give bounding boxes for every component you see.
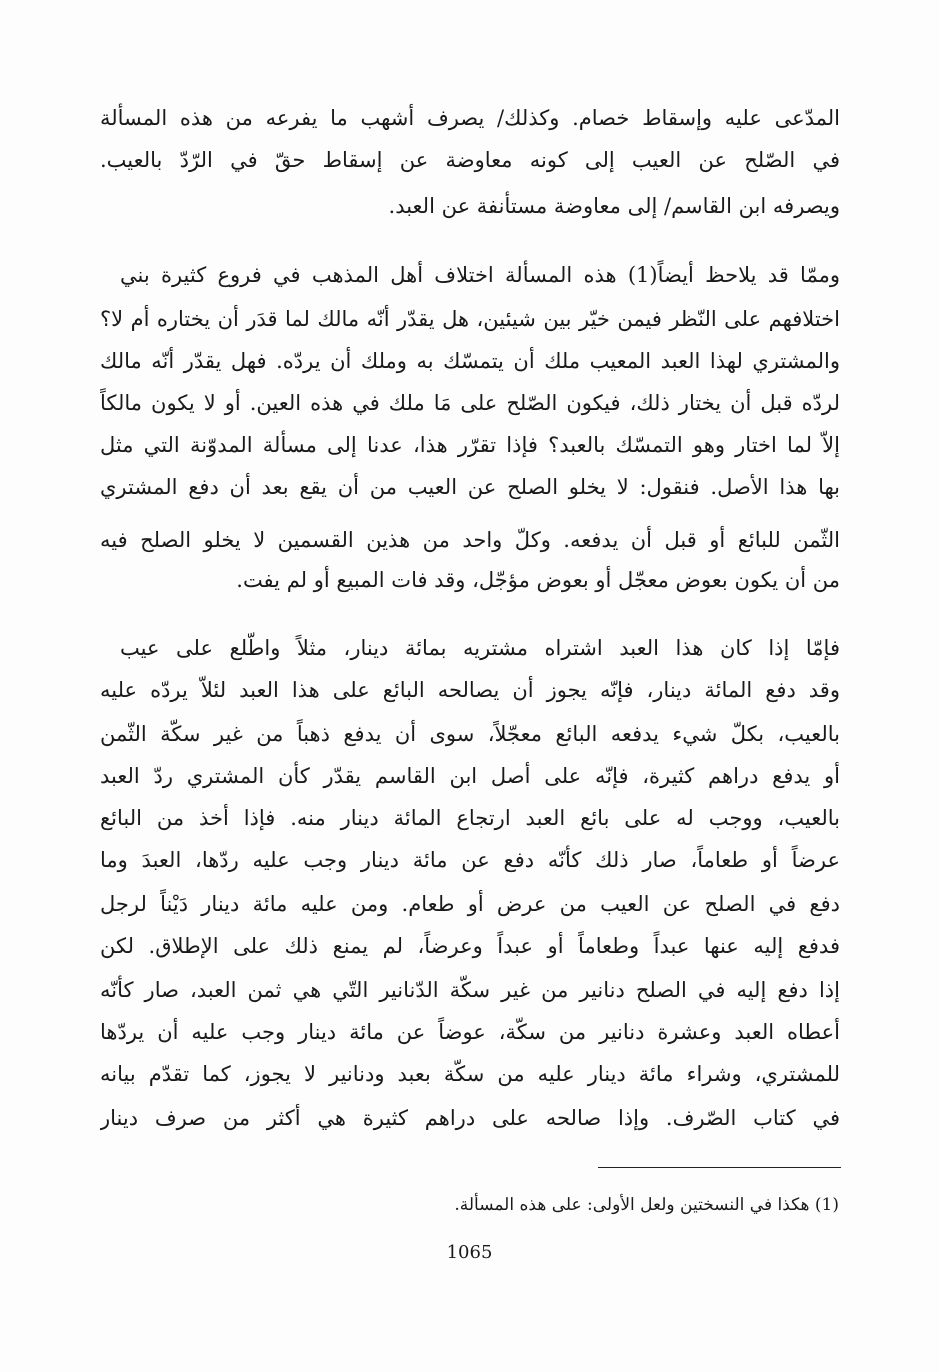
text-line: دفع في الصلح عن العيب من عرض أو طعام. ومن عليه مائة دينار دَيْناً لرجل [100,892,840,916]
text-line: فإمّا إذا كان هذا العبد اشتراه مشتريه بمائة دينار، مثلاً واطّلع على عيب [120,636,840,660]
text-line: لردّه قبل أن يختار ذلك، فيكون الصّلح على مَا ملك في هذه العين. أو لا يكون مالكاً [100,391,840,415]
text-line: في كتاب الصّرف. وإذا صالحه على دراهم كثيرة هي أكثر من صرف دينار [100,1106,840,1130]
text-line: عرضاً أو طعاماً، صار ذلك كأنّه دفع عن مائة دينار وجب عليه ردّها، العبدَ وما [100,848,840,872]
text-line: فدفع إليه عنها عبداً وطعاماً أو عبداً وعرضاً، لم يمنع ذلك على الإطلاق. لكن [100,934,840,958]
text-line: للمشتري، وشراء مائة دينار عليه من سكّة بعبد ودنانير لا يجوز، كما تقدّم بيانه [100,1062,840,1086]
text-line: الثّمن للبائع أو قبل أن يدفعه. وكلّ واحد من هذين القسمين لا يخلو الصلح فيه [100,528,840,552]
text-line: أعطاه العبد وعشرة دنانير من سكّة، عوضاً عن مائة دينار وجب عليه أن يردّها [100,1020,840,1044]
text-line: وقد دفع المائة دينار، فإنّه يجوز أن يصالحه البائع على هذا العبد لئلاّ يردّه عليه [100,678,840,702]
text-line: والمشتري لهذا العبد المعيب ملك أن يتمسّك به وملك أن يردّه. فهل يقدّر أنّه مالك [100,349,840,373]
text-line: في الصّلح عن العيب إلى كونه معاوضة عن إسقاط حقّ في الرّدّ بالعيب. [100,148,840,172]
footnote-separator [598,1167,841,1168]
text-line: بالعيب، بكلّ شيء يدفعه البائع معجّلاً، سوى أن يدفع ذهباً من غير سكّة الثّمن [100,722,840,746]
text-line: من أن يكون بعوض معجّل أو بعوض مؤجّل، وقد فات المبيع أو لم يفت. [236,568,840,592]
text-line: ويصرفه ابن القاسم/ إلى معاوضة مستأنفة عن العبد. [388,194,840,218]
text-line: إذا دفع إليه في الصلح دنانير من غير سكّة الدّنانير التّي هي ثمن العبد، صار كأنّه [100,978,840,1002]
text-line: اختلافهم على النّظر فيمن خيّر بين شيئين، هل يقدّر أنّه مالك لما قدَر أن يختاره أم لا؟ [100,307,840,331]
text-line: أو يدفع دراهم كثيرة، فإنّه على أصل ابن القاسم يقدّر كأن المشتري ردّ العبد [100,764,840,788]
page-number: 1065 [446,1242,493,1263]
text-line: إلاّ لما اختار وهو التمسّك بالعبد؟ فإذا تقرّر هذا، عدنا إلى مسألة المدوّنة التي مثل [100,433,840,457]
text-line: وممّا قد يلاحظ أيضاً(1) هذه المسألة اختلاف أهل المذهب في فروع كثيرة بني [120,263,840,287]
footnote: (1) هكذا في النسختين ولعل الأولى: على هذه المسألة. [454,1195,839,1215]
text-line: المدّعى عليه وإسقاط خصام. وكذلك/ يصرف أشهب ما يفرعه من هذه المسألة [100,106,840,130]
text-line: بالعيب، ووجب له على بائع العبد ارتجاع المائة دينار منه. فإذا أخذ من البائع [100,806,840,830]
text-line: بها هذا الأصل. فنقول: لا يخلو الصلح عن العيب من أن يقع بعد أن دفع المشتري [100,475,840,499]
